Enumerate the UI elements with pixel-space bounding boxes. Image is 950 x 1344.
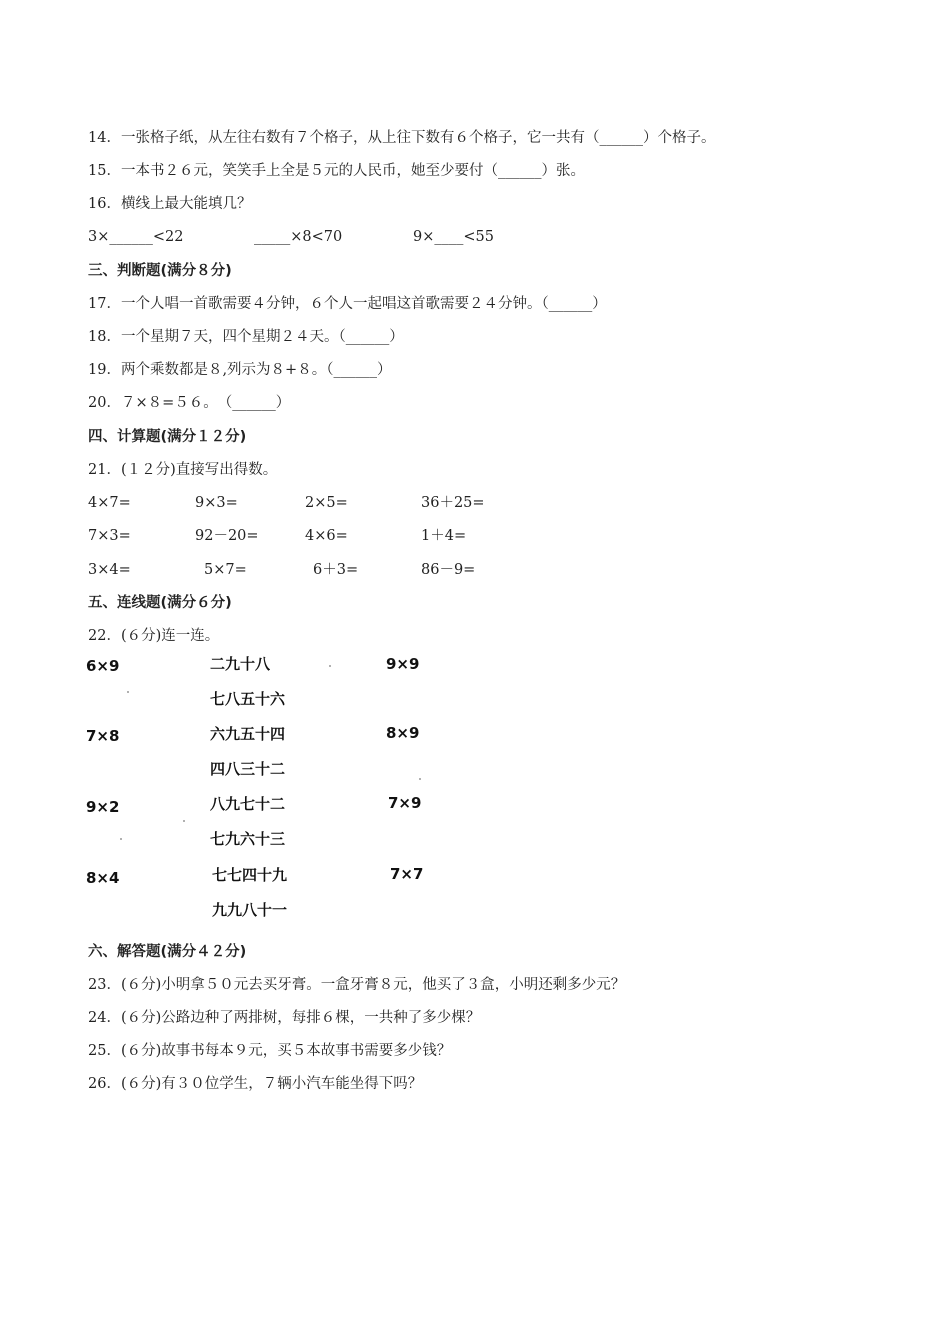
match-left-2: 7×8 <box>86 727 120 745</box>
section-5-heading: 五、连线题(满分６分) <box>88 595 232 611</box>
question-21: 21．(１２分)直接写出得数。 <box>88 462 278 478</box>
match-right-4: 7×7 <box>390 865 424 883</box>
match-left-4: 8×4 <box>86 869 120 887</box>
calc-r3-c1: 3×4= <box>88 562 131 578</box>
question-14: 14．一张格子纸，从左往右数有７个格子，从上往下数有６个格子，它一共有（______）个格子。 <box>88 130 716 146</box>
question-17: 17．一个人唱一首歌需要４分钟，６个人一起唱这首歌需要２４分钟。（______） <box>88 296 607 312</box>
scan-speck <box>120 838 122 840</box>
match-left-1: 6×9 <box>86 657 120 675</box>
question-24: 24．(６分)公路边种了两排树，每排６棵，一共种了多少棵？ <box>88 1010 481 1026</box>
q16-item-2: _____×8<70 <box>254 229 343 245</box>
match-middle-2: 七八五十六 <box>210 690 286 708</box>
section-3-heading: 三、判断题(满分８分) <box>88 263 232 279</box>
question-23: 23．(６分)小明拿５０元去买牙膏。一盒牙膏８元，他买了３盒，小明还剩多少元？ <box>88 977 626 993</box>
match-middle-6: 七九六十三 <box>210 830 286 848</box>
calc-r2-c1: 7×3= <box>88 528 131 544</box>
calc-r2-c2: 92－20= <box>195 528 259 544</box>
question-26: 26．(６分)有３０位学生，７辆小汽车能坐得下吗？ <box>88 1076 423 1092</box>
calc-r3-c2: 5×7= <box>204 562 247 578</box>
match-right-3: 7×9 <box>388 794 422 812</box>
calc-r2-c3: 4×6= <box>305 528 348 544</box>
section-4-heading: 四、计算题(满分１２分) <box>88 429 247 445</box>
match-middle-1: 二九十八 <box>210 655 271 673</box>
calc-r2-c4: 1＋4= <box>421 528 467 544</box>
question-22: 22．(６分)连一连。 <box>88 628 220 644</box>
question-19: 19．两个乘数都是８,列示为８+８。（______） <box>88 362 392 378</box>
calc-r1-c4: 36＋25= <box>421 495 485 511</box>
match-middle-3: 六九五十四 <box>210 725 286 743</box>
question-18: 18．一个星期７天，四个星期２４天。（______） <box>88 329 404 345</box>
calc-r1-c3: 2×5= <box>305 495 348 511</box>
match-middle-7: 七七四十九 <box>212 866 288 884</box>
calc-r1-c1: 4×7= <box>88 495 131 511</box>
calc-r3-c4: 86－9= <box>421 562 476 578</box>
scan-speck <box>419 778 421 780</box>
calc-r3-c3: 6＋3= <box>313 562 359 578</box>
match-middle-8: 九九八十一 <box>212 901 288 919</box>
section-6-heading: 六、解答题(满分４２分) <box>88 944 247 960</box>
q16-item-3: 9×____<55 <box>413 229 494 245</box>
question-16: 16．横线上最大能填几？ <box>88 196 252 212</box>
scan-speck <box>183 820 185 822</box>
question-25: 25．(６分)故事书每本９元，买５本故事书需要多少钱？ <box>88 1043 452 1059</box>
scan-speck <box>127 691 129 693</box>
match-left-3: 9×2 <box>86 798 120 816</box>
match-right-2: 8×9 <box>386 724 420 742</box>
match-middle-5: 八九七十二 <box>210 795 286 813</box>
match-middle-4: 四八三十二 <box>210 760 286 778</box>
question-15: 15．一本书２６元，笑笑手上全是５元的人民币，她至少要付（______）张。 <box>88 163 585 179</box>
scan-speck <box>329 665 331 667</box>
match-right-1: 9×9 <box>386 655 420 673</box>
question-20: 20．７×８=５６。 （______） <box>88 395 291 411</box>
q16-item-1: 3×______<22 <box>88 229 184 245</box>
calc-r1-c2: 9×3= <box>195 495 238 511</box>
